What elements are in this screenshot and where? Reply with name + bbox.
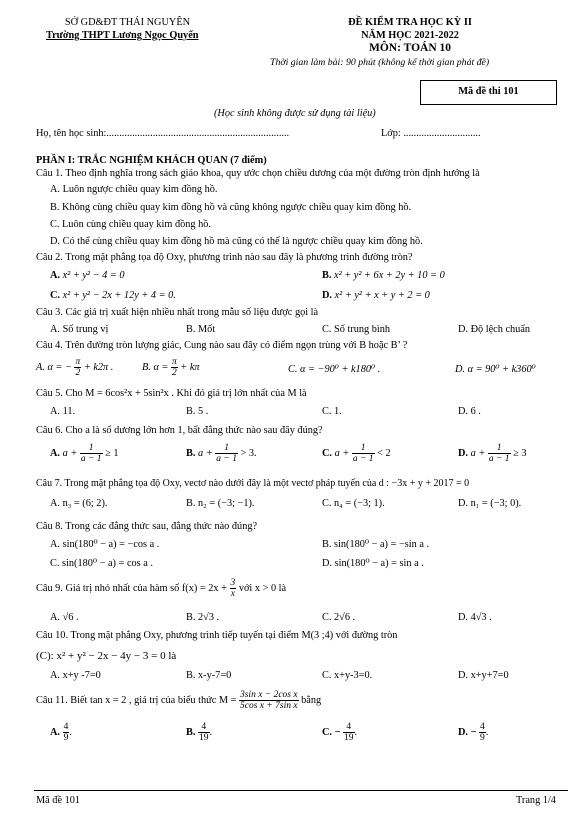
q11-c-frac <box>343 722 355 743</box>
q2-b-math: x² + y² + 6x + 2y + 10 = 0 <box>334 270 445 281</box>
q6-c-num: 1 <box>352 443 375 454</box>
q6-b-label: B. <box>186 447 196 459</box>
q2-option-d: D. x² + y² + x + y + 2 = 0 <box>322 290 430 301</box>
q7-option-b: B. n₂ = (−3; −1). <box>186 498 255 509</box>
q1-option-c: C. Luôn cùng chiều quay kim đồng hồ. <box>50 219 212 230</box>
exam-code: Mã đề thi 101 <box>458 86 519 97</box>
q11-post: bằng <box>301 694 322 706</box>
q10-option-a: A. x+y -7=0 <box>50 670 101 681</box>
q4-b-num: π <box>171 357 177 367</box>
q7-text: Câu 7. Trong mặt phẳng tọa độ Oxy, vectơ nào dưới đây là một vectơ pháp tuyến của d : −3x + y + 2017 = 0 <box>36 478 470 489</box>
exam-time: Thời gian làm bài: 90 phút (không kể thời gian phát đề) <box>270 57 490 68</box>
q6-b-den: a − 1 <box>216 454 237 464</box>
q6-c-label: C. <box>322 447 333 459</box>
q4-option-d: D. α = 90⁰ + k360⁰ <box>455 364 536 375</box>
q6-option-a <box>50 443 118 464</box>
q9-num: 3 <box>230 578 236 588</box>
q10-option-c: C. x+y-3=0. <box>322 670 373 681</box>
exam-year: NĂM HỌC 2021-2022 <box>361 30 459 41</box>
q2-option-a: A. x² + y² − 4 = 0 <box>50 270 125 281</box>
q11-c-label: C. − <box>322 726 341 738</box>
q4-b-pre: B. α = <box>142 361 169 373</box>
q6-c-den: a − 1 <box>352 454 374 464</box>
q6-a-label: A. <box>50 447 61 459</box>
q8-text: Câu 8. Trong các đẳng thức sau, đẳng thức nào đúng? <box>36 521 258 532</box>
footer-divider <box>34 790 568 791</box>
q6-b-frac <box>215 443 238 464</box>
exam-title: ĐỀ KIỂM TRA HỌC KỲ II <box>348 17 472 28</box>
q1-text: Câu 1. Theo định nghĩa trong sách giáo khoa, quy ước chọn chiều dương của một đường tròn định hướng là <box>36 168 480 179</box>
q6-d-label: D. <box>458 447 469 459</box>
q9-frac <box>230 578 237 599</box>
q4-a-den: 2 <box>75 368 81 378</box>
q9-post: với x > 0 là <box>238 582 287 594</box>
q1-option-a: A. Luôn ngược chiều quay kim đồng hồ. <box>50 184 218 195</box>
q2-a-math: x² + y² − 4 = 0 <box>62 270 125 281</box>
q11-b-num: 4 <box>198 722 210 733</box>
q6-d-pre: a + <box>470 447 486 459</box>
q10-option-d: D. x+y+7=0 <box>458 670 509 681</box>
student-class-line: Lớp: .............................. <box>381 128 481 139</box>
q5-option-d: D. 6 . <box>458 406 481 417</box>
q11-text <box>36 690 321 711</box>
q5-option-c: C. 1. <box>322 406 342 417</box>
q6-a-den: a − 1 <box>80 454 102 464</box>
q11-den: 5cos x + 7sin x <box>239 701 298 711</box>
q4-a-pre: A. α = − <box>36 361 72 373</box>
q6-c-pre: a + <box>334 447 350 459</box>
q10-text: Câu 10. Trong mặt phẳng Oxy, phương trình tiếp tuyến tại điểm M(3 ;4) với đường tròn <box>36 630 398 641</box>
student-name-line: Họ, tên học sinh:....................................................................... <box>36 128 290 139</box>
q6-a-frac <box>80 443 103 464</box>
q11-option-a: A. $\frac{4}{9}$ . <box>50 722 72 743</box>
q4-a-frac <box>74 357 81 378</box>
q11-a-label: A. <box>50 726 61 738</box>
q6-option-d <box>458 443 526 464</box>
q6-option-b <box>186 443 257 464</box>
school-name: Trường THPT Lương Ngọc Quyến <box>46 30 199 41</box>
exam-code-box <box>420 80 557 105</box>
q11-b-frac <box>198 722 210 743</box>
q4-text: Câu 4. Trên đường tròn lượng giác, Cung nào sau đây có điểm ngọn trùng với B hoặc B’ ? <box>36 340 408 351</box>
exam-note: (Học sinh không được sử dụng tài liệu) <box>214 108 376 119</box>
q8-option-d: D. sin(180⁰ − a) = sin a . <box>322 558 424 569</box>
q11-pre: Câu 11. Biết tan x = 2 , giá trị của biểu thức M = <box>36 694 237 706</box>
q11-a-num: 4 <box>63 722 69 732</box>
q11-option-c: C. − $\frac{4}{19}$ . <box>322 722 358 743</box>
dept-name: SỞ GD&ĐT THÁI NGUYÊN <box>64 17 191 28</box>
footer-page: Trang 1/4 <box>516 795 556 806</box>
q4-option-c: C. α = −90⁰ + k180⁰ . <box>288 364 381 375</box>
q3-option-c: C. Số trung bình <box>322 324 391 335</box>
q9-den: x <box>230 589 235 599</box>
q9-option-a: A. √6 . <box>50 612 79 623</box>
q2-option-c: C. x² + y² − 2x + 12y + 4 = 0. <box>50 290 176 301</box>
q11-option-d: D. − $\frac{4}{9}$ . <box>458 722 489 743</box>
q11-d-den: 9 <box>480 733 485 743</box>
q6-a-post: ≥ 1 <box>105 447 119 459</box>
exam-subject: MÔN: TOÁN 10 <box>369 42 451 54</box>
q6-d-num: 1 <box>488 443 511 454</box>
q3-option-a: A. Số trung vị <box>50 324 109 335</box>
q10-circle: (C): x² + y² − 2x − 4y − 3 = 0 là <box>36 650 177 662</box>
q4-a-post: + k2π . <box>83 361 114 373</box>
q11-a-frac <box>63 722 70 743</box>
q6-a-num: 1 <box>80 443 103 454</box>
q4-b-den: 2 <box>171 368 177 378</box>
q11-b-den: 19 <box>199 733 209 743</box>
q10-option-b: B. x-y-7=0 <box>186 670 232 681</box>
q6-d-den: a − 1 <box>488 454 510 464</box>
q9-option-b: B. 2√3 . <box>186 612 220 623</box>
q4-b-frac <box>171 357 178 378</box>
q11-d-num: 4 <box>480 722 485 732</box>
q8-option-c: C. sin(180⁰ − a) = cos a . <box>50 558 153 569</box>
q5-option-a: A. 11. <box>50 406 76 417</box>
q7-option-c: C. n₄ = (−3; 1). <box>322 498 385 509</box>
q9-pre: Câu 9. Giá trị nhỏ nhất của hàm số f(x) = 2x + <box>36 582 227 594</box>
q4-a-num: π <box>75 357 81 367</box>
q8-option-b: B. sin(180⁰ − a) = −sin a . <box>322 539 430 550</box>
q6-b-pre: a + <box>198 447 213 459</box>
part1-title: PHẦN I: TRẮC NGHIỆM KHÁCH QUAN (7 điểm) <box>36 155 267 166</box>
q11-d-frac <box>479 722 486 743</box>
q7-option-a: A. n₃ = (6; 2). <box>50 498 108 509</box>
q9-text <box>36 578 286 599</box>
q6-c-frac <box>352 443 375 464</box>
q6-c-post: < 2 <box>377 447 391 459</box>
q11-num: 3sin x − 2cos x <box>239 690 298 700</box>
q4-option-b <box>142 357 200 378</box>
q4-option-a <box>36 357 113 378</box>
q1-option-d: D. Có thể cùng chiều quay kim đồng hồ mà cũng có thể là ngược chiều quay kim đồng hồ. <box>50 236 423 247</box>
q7-option-d: D. n₁ = (−3; 0). <box>458 498 522 509</box>
q6-text: Câu 6. Cho a là số dương lớn hơn 1, bất đẳng thức nào sau đây đúng? <box>36 425 323 436</box>
q9-option-d: D. 4√3 . <box>458 612 492 623</box>
q5-text: Câu 5. Cho M = 6cos²x + 5sin²x . Khi đó giá trị lớn nhất của M là <box>36 388 307 399</box>
q6-d-post: ≥ 3 <box>513 447 527 459</box>
q11-d-label: D. − <box>458 726 477 738</box>
footer-code: Mã đề 101 <box>36 795 81 806</box>
q2-c-math: x² + y² − 2x + 12y + 4 = 0. <box>62 290 176 301</box>
q3-option-b: B. Mốt <box>186 324 216 335</box>
q6-b-post: > 3. <box>240 447 257 459</box>
q6-a-pre: a + <box>62 447 78 459</box>
q3-text: Câu 3. Các giá trị xuất hiện nhiều nhất trong mẫu số liệu được gọi là <box>36 307 319 318</box>
q11-c-den: 19 <box>344 733 354 743</box>
q11-option-b: B. $\frac{4}{19}$ . <box>186 722 213 743</box>
q11-c-num: 4 <box>343 722 355 733</box>
q4-b-post: + kπ <box>180 361 200 373</box>
q6-d-frac <box>488 443 511 464</box>
q2-option-b: B. x² + y² + 6x + 2y + 10 = 0 <box>322 270 445 281</box>
q6-option-c <box>322 443 391 464</box>
q11-b-label: B. <box>186 726 196 738</box>
q11-a-den: 9 <box>63 733 69 743</box>
q2-text: Câu 2. Trong mặt phẳng tọa độ Oxy, phương trình nào sau đây là phương trình đường tròn? <box>36 252 413 263</box>
q11-frac <box>239 690 299 711</box>
q1-option-b: B. Không cùng chiều quay kim đồng hồ và cũng không ngược chiều quay kim đồng hồ. <box>50 202 412 213</box>
q8-option-a: A. sin(180⁰ − a) = −cos a . <box>50 539 160 550</box>
q5-option-b: B. 5 . <box>186 406 209 417</box>
q3-option-d: D. Độ lệch chuẩn <box>458 324 531 335</box>
q9-option-c: C. 2√6 . <box>322 612 356 623</box>
q6-b-num: 1 <box>215 443 238 454</box>
q2-d-math: x² + y² + x + y + 2 = 0 <box>334 290 430 301</box>
